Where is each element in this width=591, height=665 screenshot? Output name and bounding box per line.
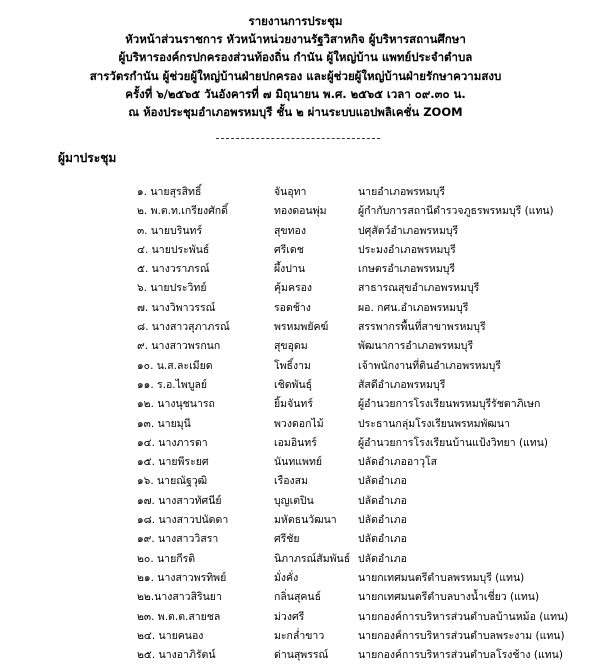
attendee-surname: ศรีเดช [274,243,304,256]
attendee-name: ๙. นางสาวพรกนก [137,340,221,353]
attendee-row [0,376,591,395]
attendee-surname: รอดช้าง [274,301,311,314]
attendee-position: ประมงอำเภอพรหมบุรี [358,243,456,256]
attendee-surname: นิภาภรณ์สัมพันธ์ [274,552,351,565]
attendee-row [0,434,591,453]
attendee-name: ๑๕. นายพีระยศ [137,456,209,469]
attendee-row [0,588,591,607]
attendee-position: ผู้กำกับการสถานีตำรวจภูธรพรหมบุรี (แทน) [358,205,554,218]
attendee-position: ผอ. กศน.อำเภอพรหมบุรี [358,301,469,314]
attendee-surname: นันทแพทย์ [274,456,323,469]
attendee-name: ๑๗. นางสาวทัศนีย์ [137,494,222,507]
attendee-position: นายอำเภอพรหมบุรี [358,186,445,198]
attendee-name: ๒๕. นางอาภิรัตน์ [137,649,216,662]
attendee-name: ๔. นายประพันธ์ [137,243,210,256]
attendee-surname: ศรีชัย [274,533,300,546]
attendee-position: เกษตรอำเภอพรหมบุรี [358,263,456,276]
attendee-position: ปลัดอำเภอ [358,552,407,565]
attendee-position: ปลัดอำเภอ [358,533,407,546]
meeting-participants-line-1: หัวหน้าส่วนราชการ หัวหน้าหน่วยงานรัฐวิสาหกิจ ผู้บริหารสถานศึกษา [125,32,466,47]
attendee-name: ๑๘. นางสาวปนัดดา [137,514,229,527]
attendee-row [0,202,591,221]
report-header [0,12,591,121]
attendee-position: นายกองค์การบริหารส่วนตำบลพระงาม (แทน) [358,629,565,642]
attendee-surname: ผึ้งปาน [274,263,306,276]
attendee-position: ปลัดอำเภออาวุโส [358,456,438,469]
report-title: รายงานการประชุม [248,14,343,28]
attendee-surname: โพธิ์งาม [274,359,311,372]
attendee-name: ๒๒.นางสาวสิรินยา [137,591,222,604]
attendee-row [0,608,591,627]
attendee-position: ปลัดอำเภอ [358,514,407,527]
attendee-row [0,627,591,646]
attendee-position: นายกองค์การบริหารส่วนตำบลโรงช้าง (แทน) [358,649,563,662]
attendee-row [0,453,591,472]
attendee-name: ๒. พ.ต.ท.เกรียงศักดิ์ [137,205,228,218]
attendee-row [0,646,591,665]
meeting-participants-line-3: สารวัตรกำนัน ผู้ช่วยผู้ใหญ่บ้านฝ่ายปกครอง และผู้ช่วยผู้ใหญ่บ้านฝ่ายรักษาความสงบ [89,68,502,83]
attendee-name: ๑๖. นายณัฐวุฒิ [137,475,208,488]
attendee-list [0,183,591,665]
attendee-position: ปลัดอำเภอ [358,494,407,507]
attendee-position: สาธารณสุขอำเภอพรหมบุรี [358,282,480,295]
attendee-surname: สุขทอง [274,224,306,237]
meeting-participants-line-2: ผู้บริหารองค์กรปกครองส่วนท้องถิ่น กำนัน ผู้ใหญ่บ้าน แพทย์ประจำตำบล [118,50,473,65]
attendee-row [0,492,591,511]
attendee-row [0,299,591,318]
attendee-surname: มหัตธนวัฒนา [274,514,337,527]
meeting-venue: ณ ห้องประชุมอำเภอพรหมบุรี ชั้น ๒ ผ่านระบบแอปพลิเคชั่น ZOOM [128,105,463,120]
attendee-name: ๑๔. นางภารดา [137,436,208,449]
attendee-surname: ม่วงศรี [274,610,305,623]
attendee-name: ๒๓. พ.ต.ต.สายชล [137,610,221,623]
attendee-row [0,511,591,530]
attendee-position: พัฒนาการอำเภอพรหมบุรี [358,340,474,353]
attendee-position: ผู้อำนวยการโรงเรียนพรหมบุรีรัชดาภิเษก [358,398,541,411]
attendee-position: สัสดีอำเภอพรหมบุรี [358,378,446,391]
attendee-row [0,183,591,202]
attendee-position: ผู้อำนวยการโรงเรียนบ้านแป้งวิทยา (แทน) [358,436,548,449]
attendee-position: นายกเทศมนตรีตำบลบางน้ำเชี่ยว (แทน) [358,591,540,604]
attendee-row [0,395,591,414]
attendee-name: ๑๐. น.ส.ละเมียด [137,359,213,372]
attendee-surname: มะกล่ำขาว [274,629,325,642]
attendee-surname: มั่งคั่ง [274,571,299,584]
attendee-surname: ยิ้มจันทร์ [274,398,313,411]
attendee-surname: กลิ่นสุคนธ์ [274,591,321,604]
attendee-position: เจ้าพนักงานที่ดินอำเภอพรหมบุรี [358,359,501,372]
attendee-row [0,530,591,549]
attendee-name: ๓. นายบรินทร์ [137,224,203,237]
attendee-name: ๒๔. นายคนอง [137,629,204,642]
attendee-name: ๑๒. นางนุชนารถ [137,398,215,411]
attendee-surname: ด่านสุพรรณ์ [274,649,329,662]
attendee-row [0,241,591,260]
attendee-row [0,357,591,376]
attendee-row [0,318,591,337]
attendee-name: ๖. นายประวิทย์ [137,282,207,295]
attendee-surname: เอมอินทร์ [274,436,317,449]
attendee-surname: พวงดอกไม้ [274,417,324,430]
header-divider [216,138,380,139]
attendee-surname: จันอุทา [274,186,307,198]
attendee-row [0,569,591,588]
attendee-name: ๘. นางสาวสุภาภรณ์ [137,321,230,334]
attendee-position: ปศุสัตว์อำเภอพรหมบุรี [358,224,459,237]
attendee-name: ๑๙. นางสาววิสรา [137,533,219,546]
attendee-row [0,222,591,241]
attendee-name: ๒๑. นางสาวพรทิพย์ [137,571,227,584]
attendee-position: ปลัดอำเภอ [358,475,407,488]
attendee-surname: ทองดอนพุ่ม [274,205,327,218]
attendee-name: ๗. นางวิพาวรรณ์ [137,301,216,314]
attendee-name: ๑๓. นายมุนี [137,417,191,430]
attendee-name: ๑. นายสุรสิทธิ์ [137,186,202,198]
attendee-row [0,337,591,356]
attendee-row [0,472,591,491]
attendee-surname: เรืองสม [274,475,308,488]
attendee-position: นายกเทศมนตรีตำบลพรหมบุรี (แทน) [358,571,525,584]
attendee-surname: เชิดพันธุ์ [274,378,313,391]
attendee-name: ๕. นางวราภรณ์ [137,263,210,276]
attendees-heading: ผู้มาประชุม [58,151,117,165]
attendee-name: ๒๐. นายกีรติ [137,552,196,565]
attendee-row [0,415,591,434]
attendee-position: สรรพากรพื้นที่สาขาพรหมบุรี [358,321,486,334]
attendee-position: นายกองค์การบริหารส่วนตำบลบ้านหม้อ (แทน) [358,610,569,623]
attendee-position: ประธานกลุ่มโรงเรียนพรหมพัฒนา [358,417,510,430]
attendee-surname: บุญเตปิน [274,494,314,507]
meeting-date-time: ครั้งที่ ๖/๒๕๖๕ วันอังคารที่ ๗ มิถุนายน พ.ศ. ๒๕๖๕ เวลา ๐๙.๓๐ น. [125,86,466,101]
attendee-row [0,550,591,569]
attendee-row [0,260,591,279]
attendee-surname: สุขอุดม [274,340,308,353]
attendee-row [0,279,591,298]
attendee-name: ๑๑. ร.อ.ไพบูลย์ [137,378,208,391]
attendee-surname: พรหมพยัคฆ์ [274,321,329,334]
attendee-surname: คุ้มครอง [274,282,313,295]
